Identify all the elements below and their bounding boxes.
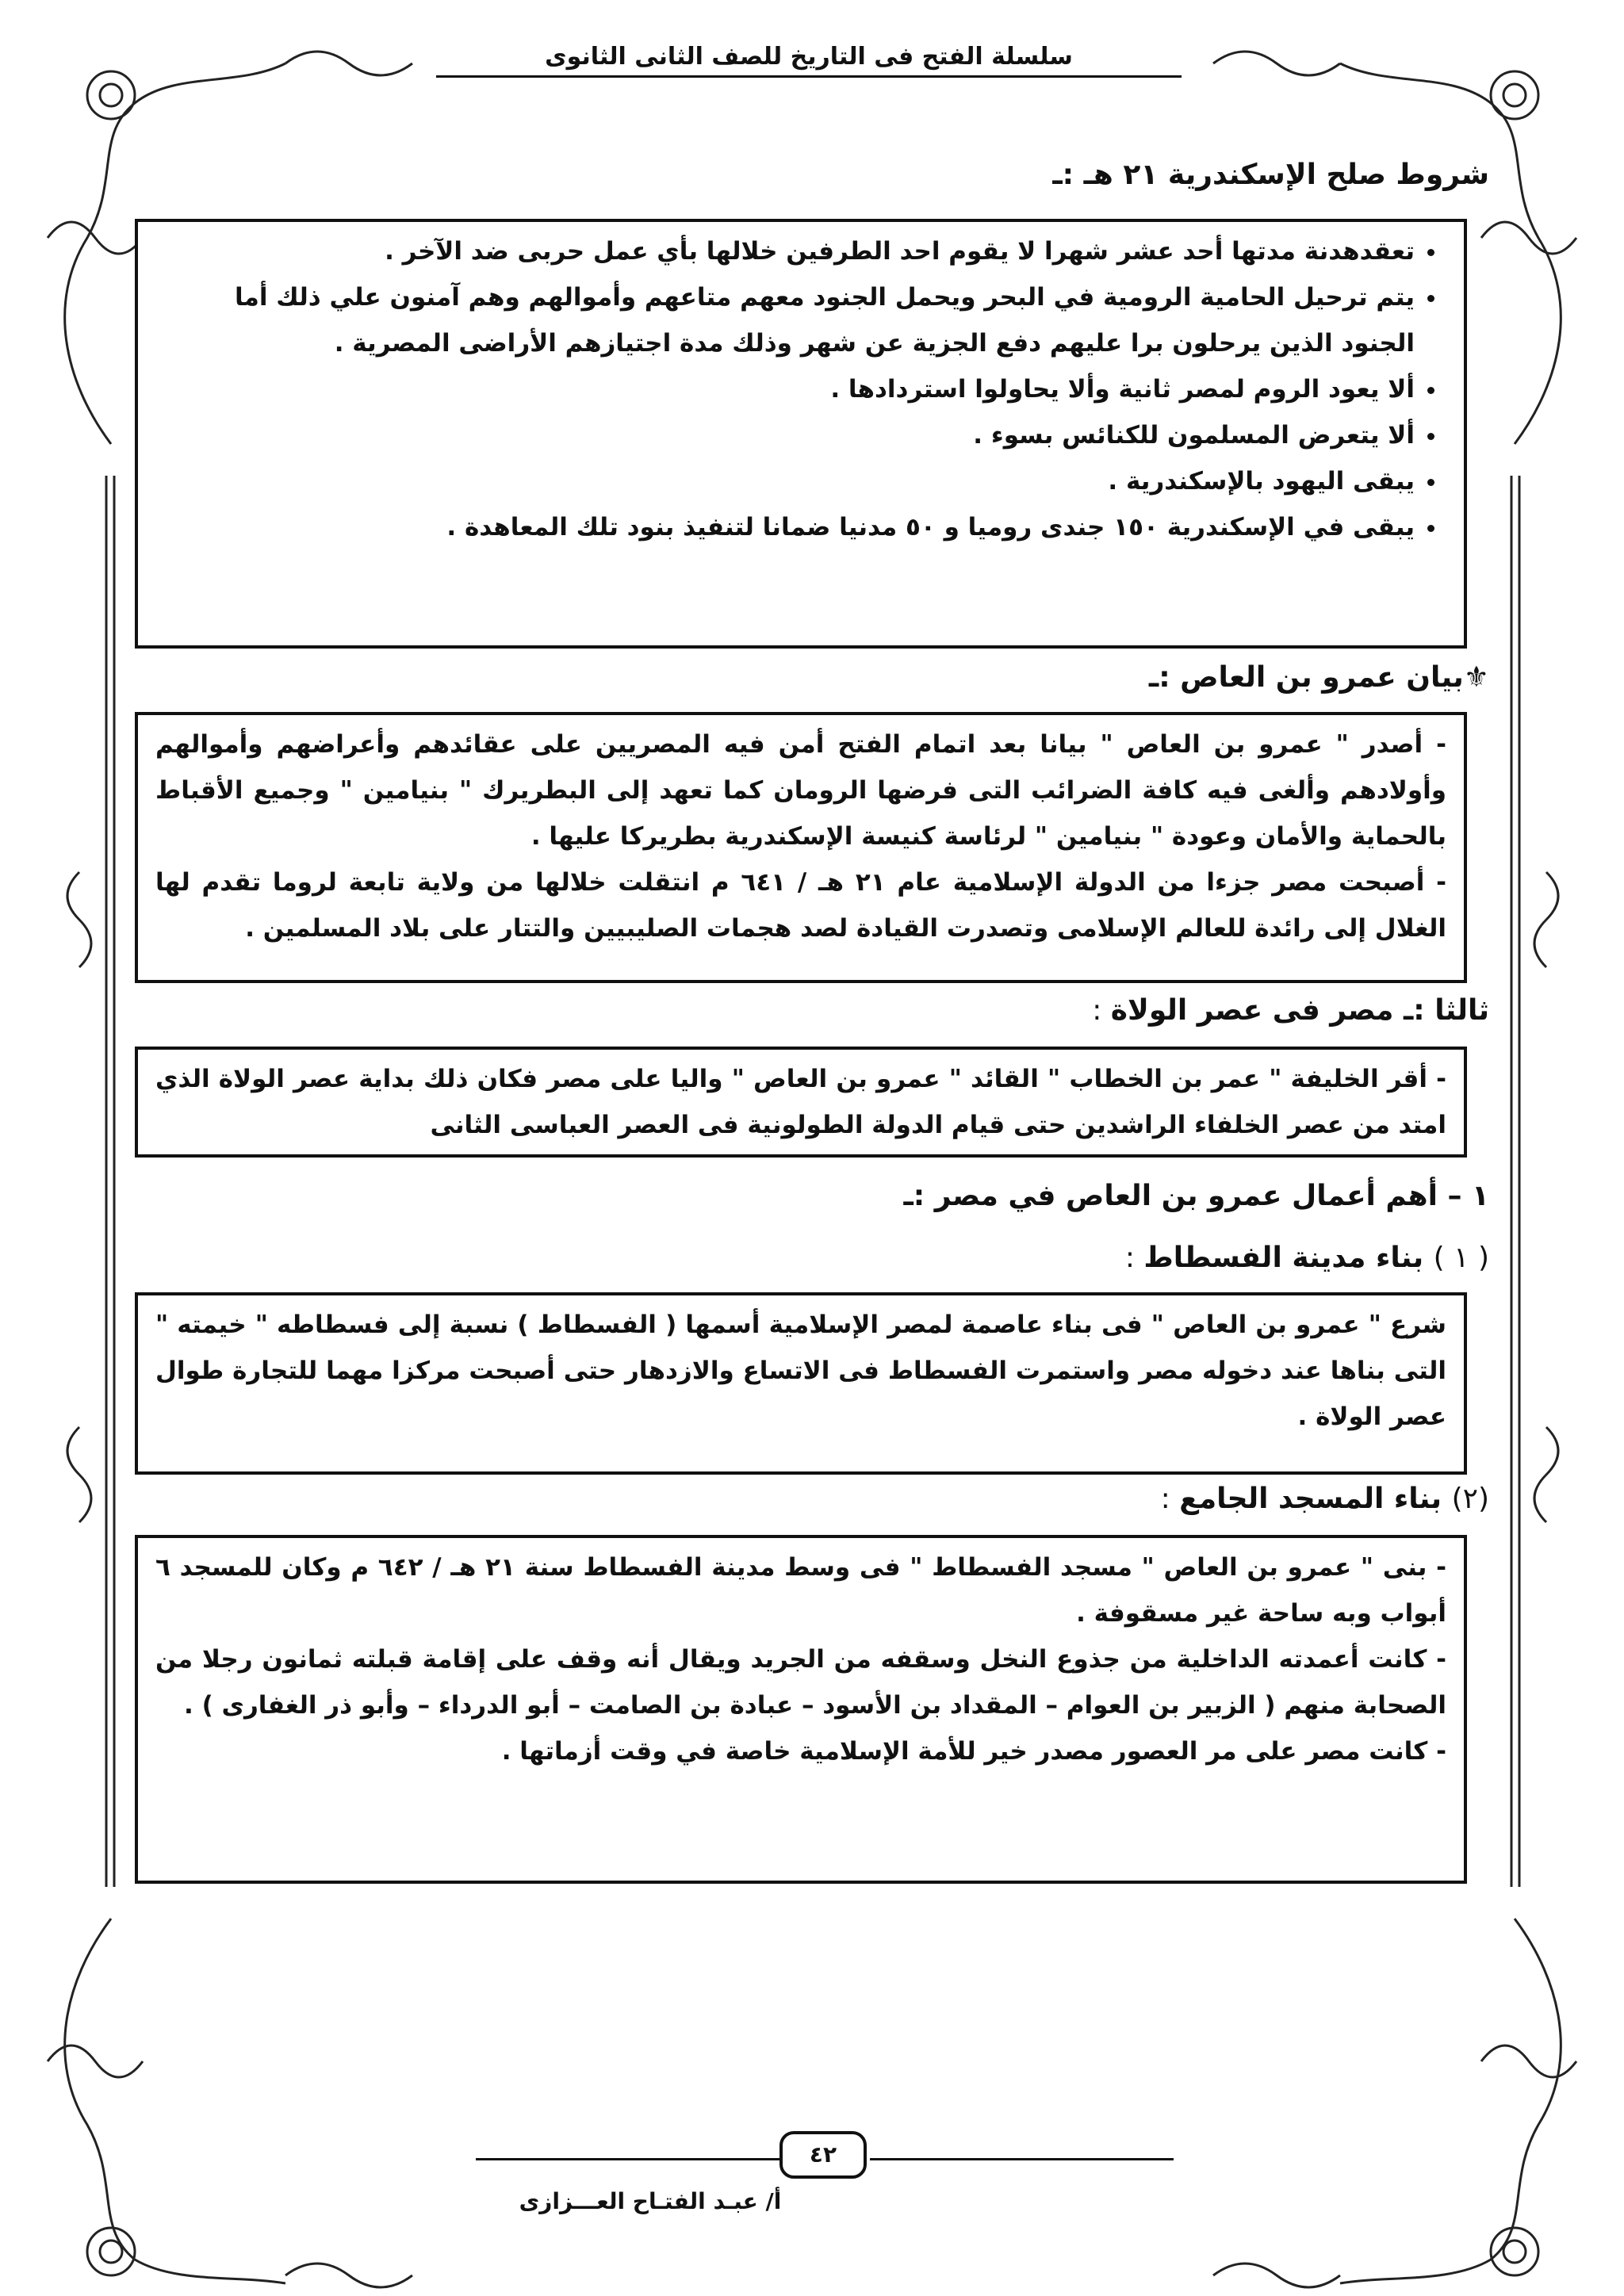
paragraph: - أقر الخليفة " عمر بن الخطاب " القائد " عمرو بن العاص " واليا على مصر فكان ذلك بداية عصر الولاة الذي امتد من عصر الخلفاء الراشدين حتى قيام الدولة الطولونية فى العصر العباسى الثانى [155,1065,1446,1139]
palm-swords-icon: ⚜ [1463,661,1489,694]
section-heading-mosque: (٢) بناء المسجد الجامع : [1160,1483,1489,1515]
paragraph: - كانت مصر على مر العصور مصدر خير للأمة الإسلامية خاصة في وقت أزماتها . [501,1737,1446,1766]
amr-statement-box [135,712,1467,983]
page-number: ٤٢ [779,2131,867,2179]
paragraph: - كانت أعمدته الداخلية من جذوع النخل وسقفه من الجريد ويقال أنه وقف على إقامة قبلته ثمانون رجلا من الصحابة منهم ( الزبير بن العوام – المقداد بن الأسود – عبادة بن الصامت – أبو الدرداء – وأبو ذر الغفارى ) . [155,1645,1446,1720]
section-heading-amr-statement: ⚜بيان عمرو بن العاص :ـ [1148,661,1489,694]
governors-era-box [135,1047,1467,1158]
list-item: • يبقى في الإسكندرية ١٥٠ جندى روميا و ٥٠ مدنيا ضمانا لتنفيذ بنود تلك المعاهدة . [155,504,1415,550]
paragraph: - أصبحت مصر جزءا من الدولة الإسلامية عام ٢١ هـ / ٦٤١ م انتقلت خلالها من ولاية تابعة لروما تقدم لها الغلال إلى رائدة للعالم الإسلامى وتصدرت القيادة لصد هجمات الصليبيين والتتار على بلاد المسلمين . [155,868,1446,943]
list-item: • يبقى اليهود بالإسكندرية . [155,458,1415,504]
paragraph: شرع " عمرو بن العاص " فى بناء عاصمة لمصر الإسلامية أسمها ( الفسطاط ) نسبة إلى فسطاطه " خيمته " التى بناها عند دخوله مصر واستمرت الفسطاط فى الاتساع والازدهار حتى أصبحت مركزا مهما للتجارة طوال عصر الولاة . [155,1311,1446,1431]
list-item: • ألا يعود الروم لمصر ثانية وألا يحاولوا استردادها . [155,366,1415,412]
mosque-box [135,1535,1467,1884]
footer-rule-right [870,2158,1174,2160]
paragraph: - بنى " عمرو بن العاص " مسجد الفسطاط " فى وسط مدينة الفسطاط سنة ٢١ هـ / ٦٤٢ م وكان للمسجد ٦ أبواب وبه ساحة غير مسقوفة . [155,1553,1446,1628]
fustat-box [135,1292,1467,1475]
section-heading-fustat: ( ١ ) بناء مدينة الفسطاط : [1124,1242,1489,1274]
list-item: • ألا يتعرض المسلمون للكنائس بسوء . [155,412,1415,458]
list-item: • تعقدهدنة مدتها أحد عشر شهرا لا يقوم احد الطرفين خلالها بأي عمل حربى ضد الآخر . [155,228,1415,274]
section-heading-amr-works: ١ – أهم أعمال عمرو بن العاص في مصر :ـ [903,1180,1489,1212]
list-item: • يتم ترحيل الحامية الرومية في البحر ويحمل الجنود معهم متاعهم وأموالهم وهم آمنون علي ذلك أما الجنود الذين يرحلون برا عليهم دفع الجزية عن شهر وذلك مدة اجتيازهم الأراضى المصرية . [155,274,1415,366]
section-heading-governors-era: ثالثا :ـ مصر فى عصر الولاة : [1092,994,1489,1027]
author-name: أ/ عبـد الفتـاح العـــزازى [519,2188,782,2214]
series-title: سلسلة الفتح فى التاريخ للصف الثانى الثانوى [436,43,1182,78]
alexandria-treaty-box [135,219,1467,649]
section-heading-alexandria-treaty: شروط صلح الإسكندرية ٢١ هـ :ـ [1052,159,1489,191]
treaty-conditions-list [155,228,1446,550]
paragraph: - أصدر " عمرو بن العاص " بيانا بعد اتمام الفتح أمن فيه المصريين على عقائدهم وأعراضهم وأموالهم وأولادهم وألغى فيه كافة الضرائب التى فرضها الرومان كما تعهد إلى البطريرك " بنيامين " وجميع الأقباط بالحماية والأمان وعودة " بنيامين " لرئاسة كنيسة الإسكندرية بطريركا عليها . [155,730,1446,851]
footer-rule-left [476,2158,779,2160]
page-content [135,0,1489,2296]
